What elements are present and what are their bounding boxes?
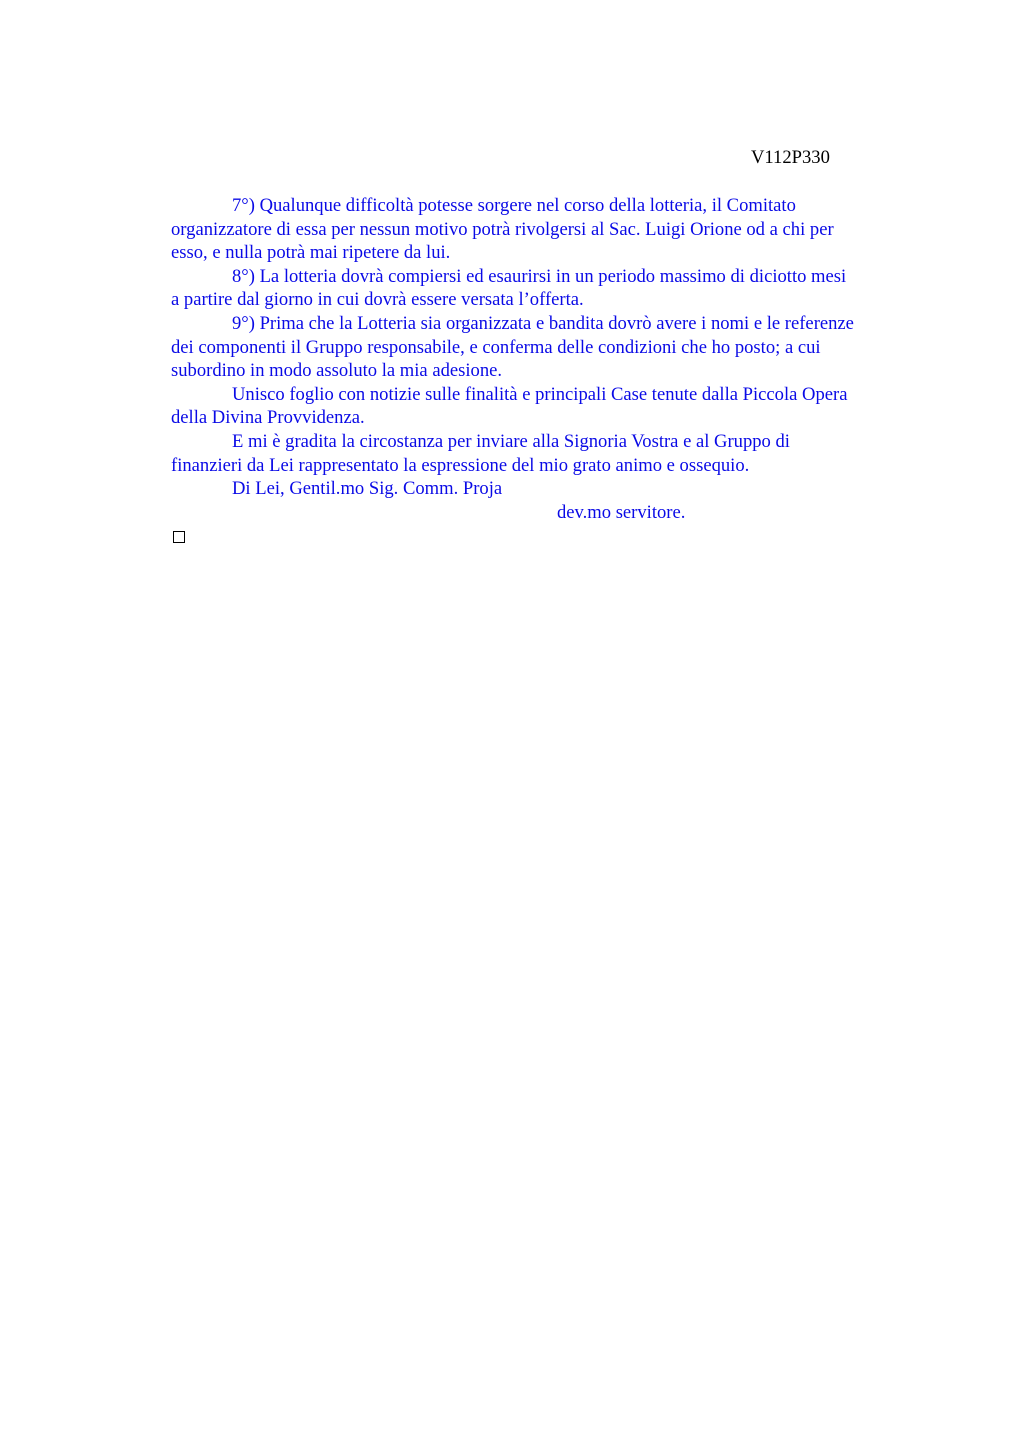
paragraph-7	[171, 194, 931, 265]
page-reference: V112P330	[751, 147, 830, 168]
paragraph-enclosure	[171, 383, 931, 430]
text-line: Unisco foglio con notizie sulle finalità e principali Case tenute dalla Piccola Opera	[232, 383, 848, 405]
paragraph-regards	[171, 430, 931, 477]
text-line: Di Lei, Gentil.mo Sig. Comm. Proja	[232, 478, 503, 500]
text-line: 7°) Qualunque difficoltà potesse sorgere nel corso della lotteria, il Comitato	[232, 195, 796, 216]
text-line: organizzatore di essa per nessun motivo potrà rivolgersi al Sac. Luigi Orione od a chi per	[171, 218, 834, 240]
text-line: finanzieri da Lei rappresentato la espressione del mio grato animo e ossequio.	[171, 454, 750, 476]
text-line: E mi è gradita la circostanza per inviare alla Signoria Vostra e al Gruppo di	[232, 430, 790, 452]
empty-square-icon	[173, 531, 185, 543]
paragraph-9	[171, 312, 931, 383]
letter-body	[171, 194, 931, 524]
text-line: subordino in modo assoluto la mia adesione.	[171, 360, 503, 382]
text-line: della Divina Provvidenza.	[171, 407, 365, 429]
text-line: 8°) La lotteria dovrà compiersi ed esaurirsi in un periodo massimo di diciotto mesi	[232, 265, 847, 287]
text-line: 9°) Prima che la Lotteria sia organizzata e bandita dovrò avere i nomi e le referenze	[232, 312, 854, 334]
paragraph-salutation	[171, 477, 931, 501]
signature-line: dev.mo servitore.	[557, 501, 686, 523]
text-line: a partire dal giorno in cui dovrà essere versata l’offerta.	[171, 289, 584, 311]
text-line: esso, e nulla potrà mai ripetere da lui.	[171, 242, 451, 264]
text-line: dei componenti il Gruppo responsabile, e conferma delle condizioni che ho posto; a cui	[171, 336, 821, 358]
paragraph-8	[171, 265, 931, 312]
